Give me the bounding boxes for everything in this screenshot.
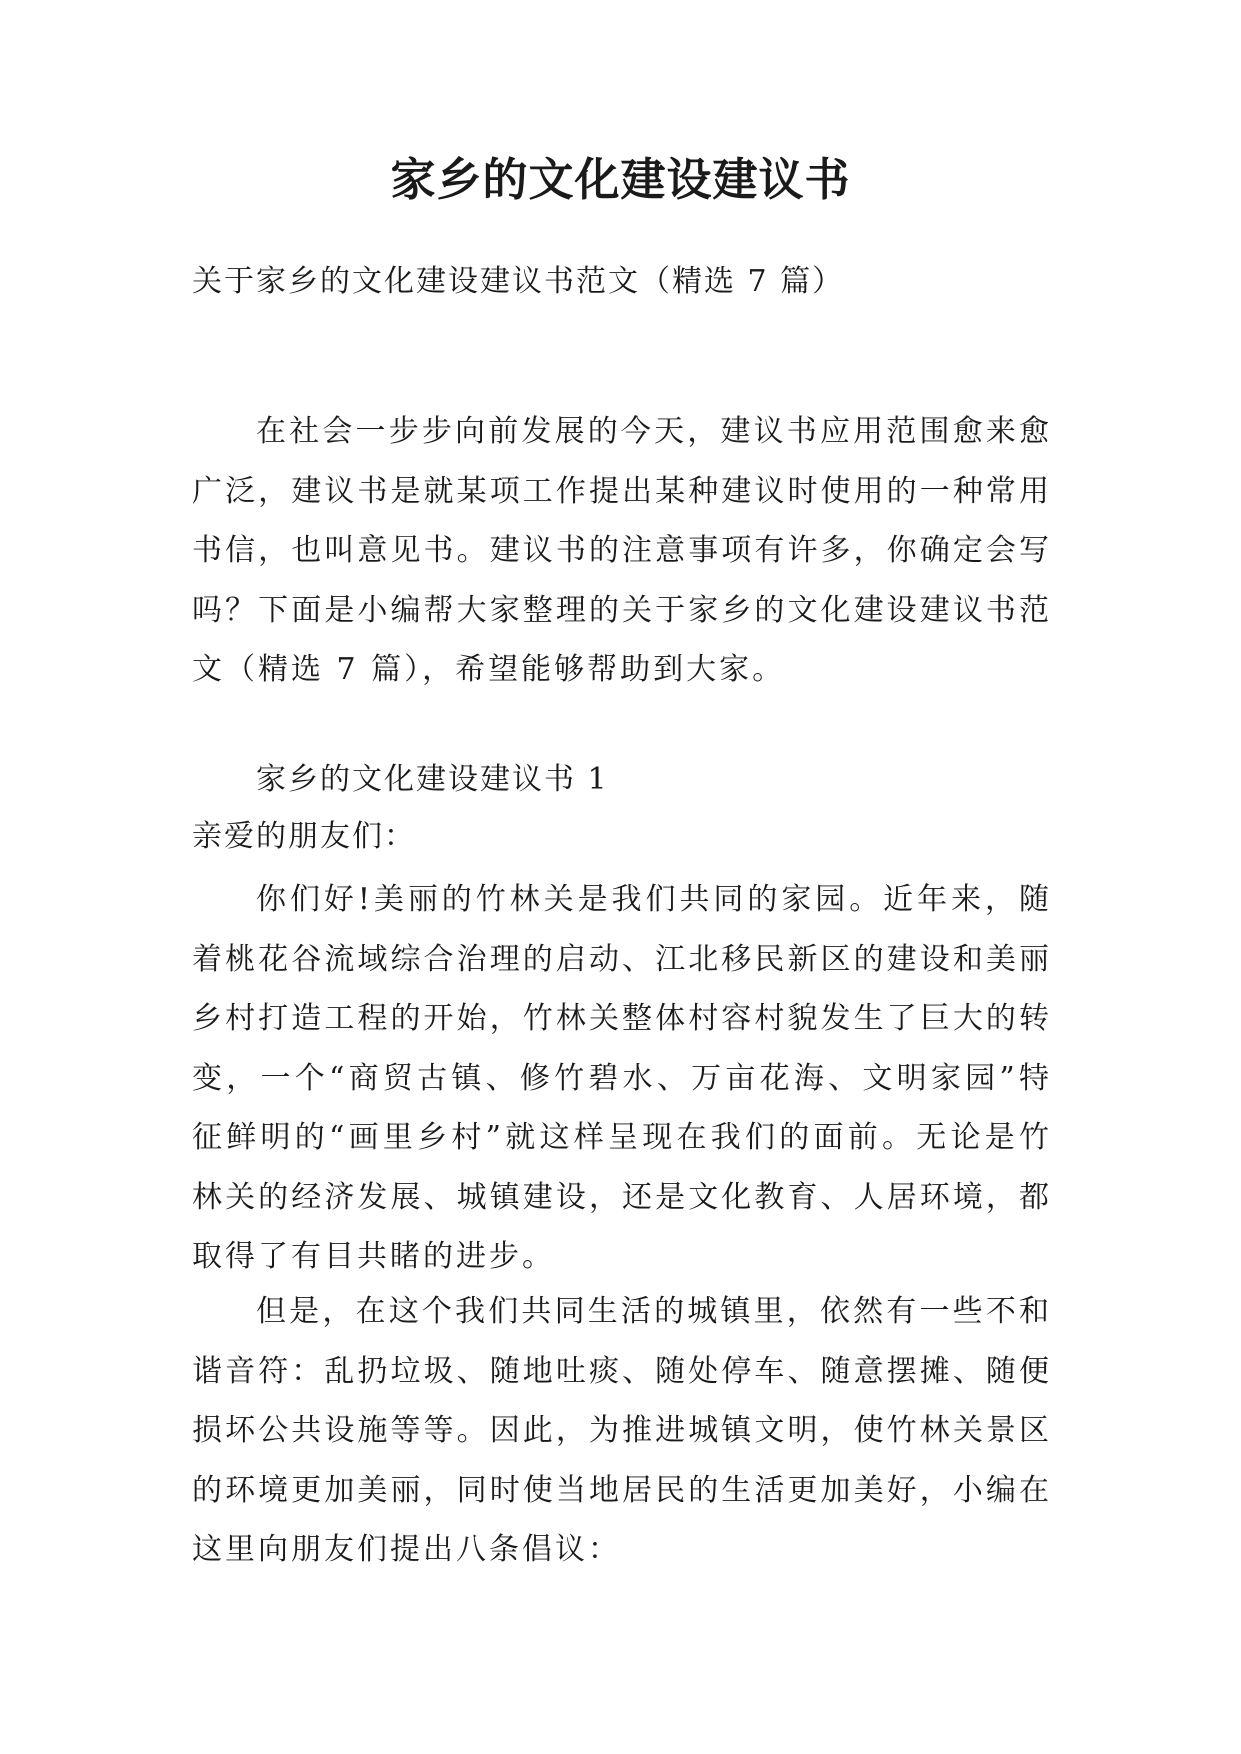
letter-greeting: 亲爱的朋友们： [192, 819, 416, 854]
intro-paragraph: 在社会一步步向前发展的今天，建议书应用范围愈来愈广泛，建议书是就某项工作提出某种建议时使用的一种常用书信，也叫意见书。建议书的注意事项有许多，你确定会写吗？下面是小编帮大家整理的关于家乡的文化建设建议书范文（精选 7 篇），希望能够帮助到大家。 [192, 414, 1052, 687]
body-paragraph-2: 但是，在这个我们共同生活的城镇里，依然有一些不和谐音符：乱扔垃圾、随地吐痰、随处停车、随意摆摊、随便损坏公共设施等等。因此，为推进城镇文明，使竹林关景区的环境更加美丽，同时使当地居民的生活更加美好，小编在这里向朋友们提出八条倡议： [192, 1294, 1052, 1567]
body-paragraph-1: 你们好!美丽的竹林关是我们共同的家园。近年来，随着桃花谷流域综合治理的启动、江北移民新区的建设和美丽乡村打造工程的开始，竹林关整体村容村貌发生了巨大的转变，一个“商贸古镇、修竹碧水、万亩花海、文明家园”特征鲜明的“画里乡村”就这样呈现在我们的面前。无论是竹林关的经济发展、城镇建设，还是文化教育、人居环境，都取得了有目共睹的进步。 [192, 882, 1052, 1274]
document-title: 家乡的文化建设建议书 [390, 153, 851, 206]
document-subtitle: 关于家乡的文化建设建议书范文（精选 7 篇） [192, 264, 845, 299]
section-heading: 家乡的文化建设建议书 1 [256, 762, 609, 797]
